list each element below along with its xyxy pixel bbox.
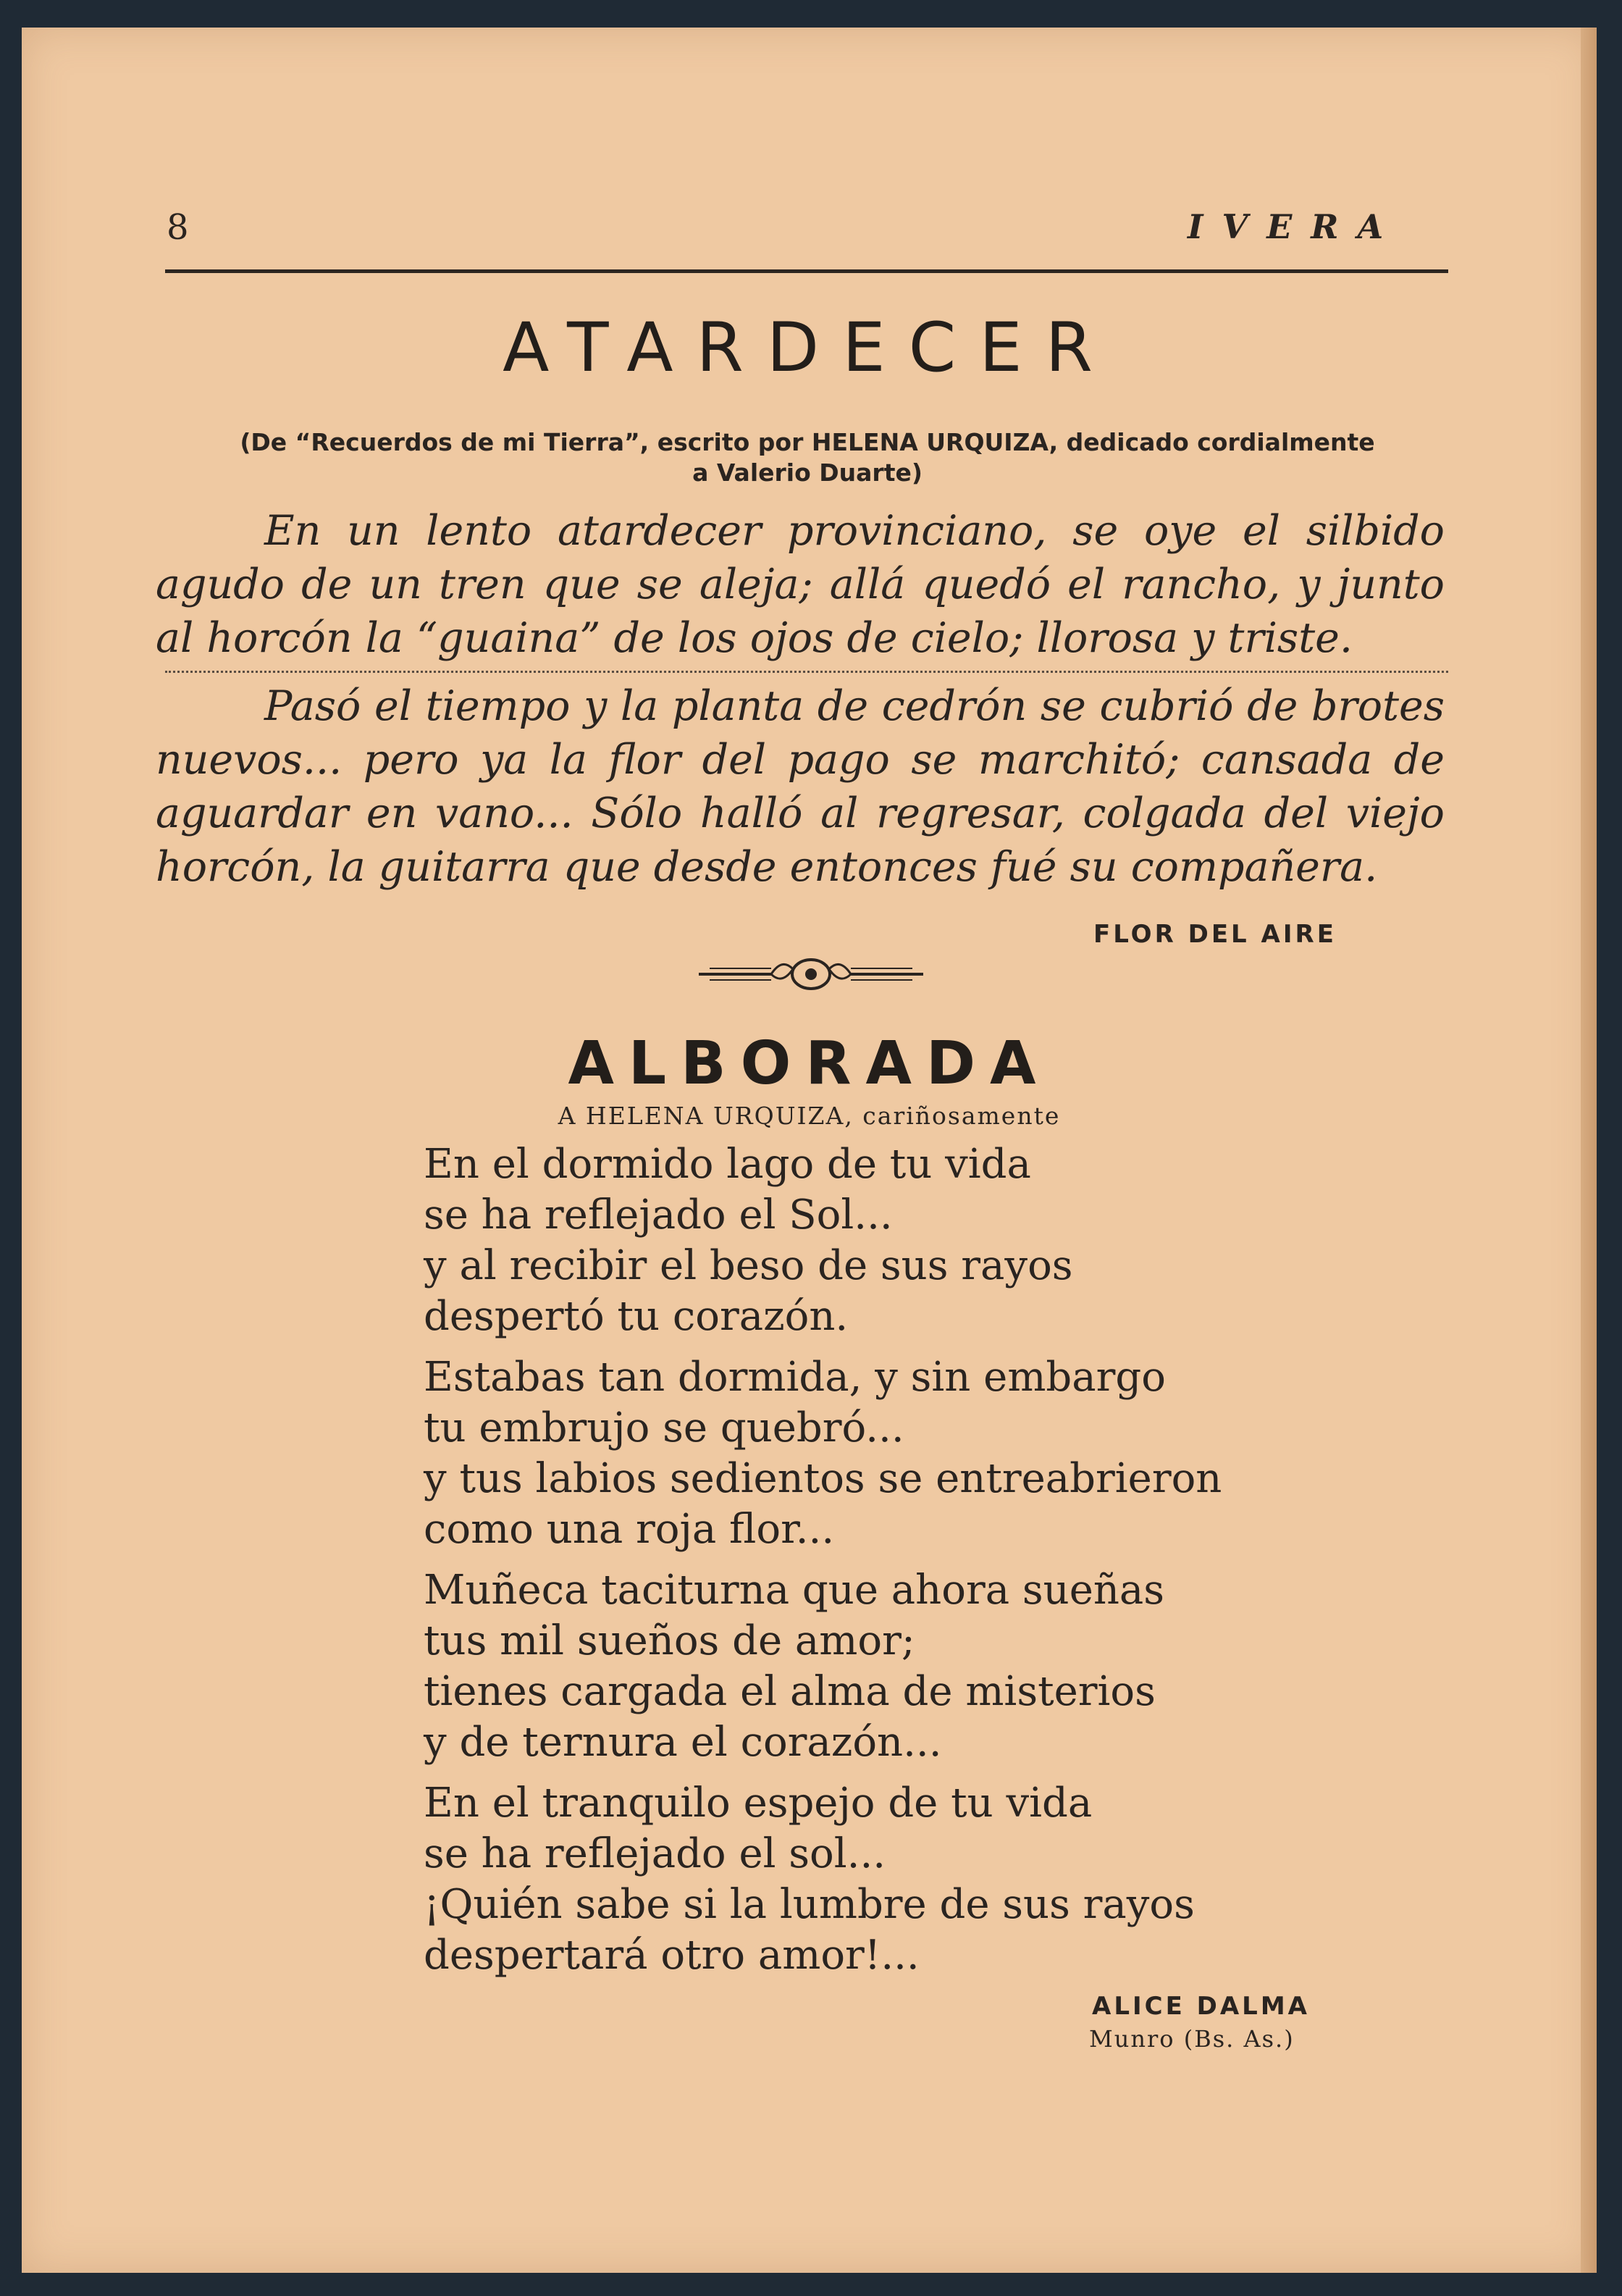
atardecer-subtitle-line-1: (De “Recuerdos de mi Tierra”, escrito por HELENA URQUIZA, dedicado cordialmente (240, 428, 1375, 456)
poem-line: En el tranquilo espejo de tu vida (424, 1780, 1093, 1827)
book-page (22, 28, 1597, 2273)
header-rule (165, 269, 1448, 273)
poem-stanza (424, 1565, 1222, 1768)
alborada-dedication: A HELENA URQUIZA, cariñosamente (558, 1102, 1061, 1130)
atardecer-subtitle (159, 427, 1455, 488)
poem-line: se ha reflejado el Sol... (424, 1191, 893, 1239)
poem-line: Estabas tan dormida, y sin embargo (424, 1354, 1166, 1401)
poem-stanza (424, 1778, 1222, 1981)
atardecer-paragraph-1: En un lento atardecer provinciano, se oye el silbido agudo de un tren que se aleja; allá quedó el rancho, y junto al horcón la “guaina” de los ojos de cielo; llorosa y triste. (156, 507, 1445, 662)
poem-line: y al recibir el beso de sus rayos (424, 1242, 1073, 1289)
poem-line: y tus labios sedientos se entreabrieron (424, 1455, 1222, 1502)
running-header-title: IVERA (1188, 207, 1403, 246)
poem-line: se ha reflejado el sol... (424, 1830, 886, 1877)
poem-stanza (424, 1352, 1222, 1555)
atardecer-paragraph-2: Pasó el tiempo y la planta de cedrón se cubrió de brotes nuevos... pero ya la flor del pago se marchitó; cansada de aguardar en vano... Sólo halló al regresar, colgada del viejo horcón, la guitarra que desde entonces fué su compañera. (156, 682, 1445, 891)
atardecer-title: ATARDECER (503, 309, 1116, 387)
poem-stanza (424, 1139, 1222, 1342)
dotted-separator (165, 671, 1448, 673)
poem-line: Muñeca taciturna que ahora sueñas (424, 1567, 1165, 1614)
poem-line: ¡Quién sabe si la lumbre de sus rayos (424, 1881, 1195, 1928)
poem-line: tus mil sueños de amor; (424, 1617, 915, 1664)
ornament-icon (692, 949, 930, 1000)
poem-line: y de ternura el corazón... (424, 1719, 942, 1766)
alborada-title: ALBORADA (568, 1029, 1051, 1098)
poem-line: como una roja flor... (424, 1506, 835, 1553)
atardecer-signature: FLOR DEL AIRE (1093, 920, 1337, 949)
alborada-signature: ALICE DALMA (1092, 1992, 1310, 2021)
poem-line: tu embrujo se quebró... (424, 1404, 904, 1451)
poem-line: En el dormido lago de tu vida (424, 1141, 1031, 1188)
alborada-location: Munro (Bs. As.) (1089, 2025, 1295, 2053)
page-number: 8 (167, 207, 189, 248)
atardecer-subtitle-line-2: a Valerio Duarte) (692, 458, 923, 487)
poem-line: despertó tu corazón. (424, 1293, 849, 1340)
poem-line: despertará otro amor!... (424, 1932, 920, 1979)
poem-line: tienes cargada el alma de misterios (424, 1668, 1156, 1715)
alborada-poem (424, 1139, 1222, 1991)
